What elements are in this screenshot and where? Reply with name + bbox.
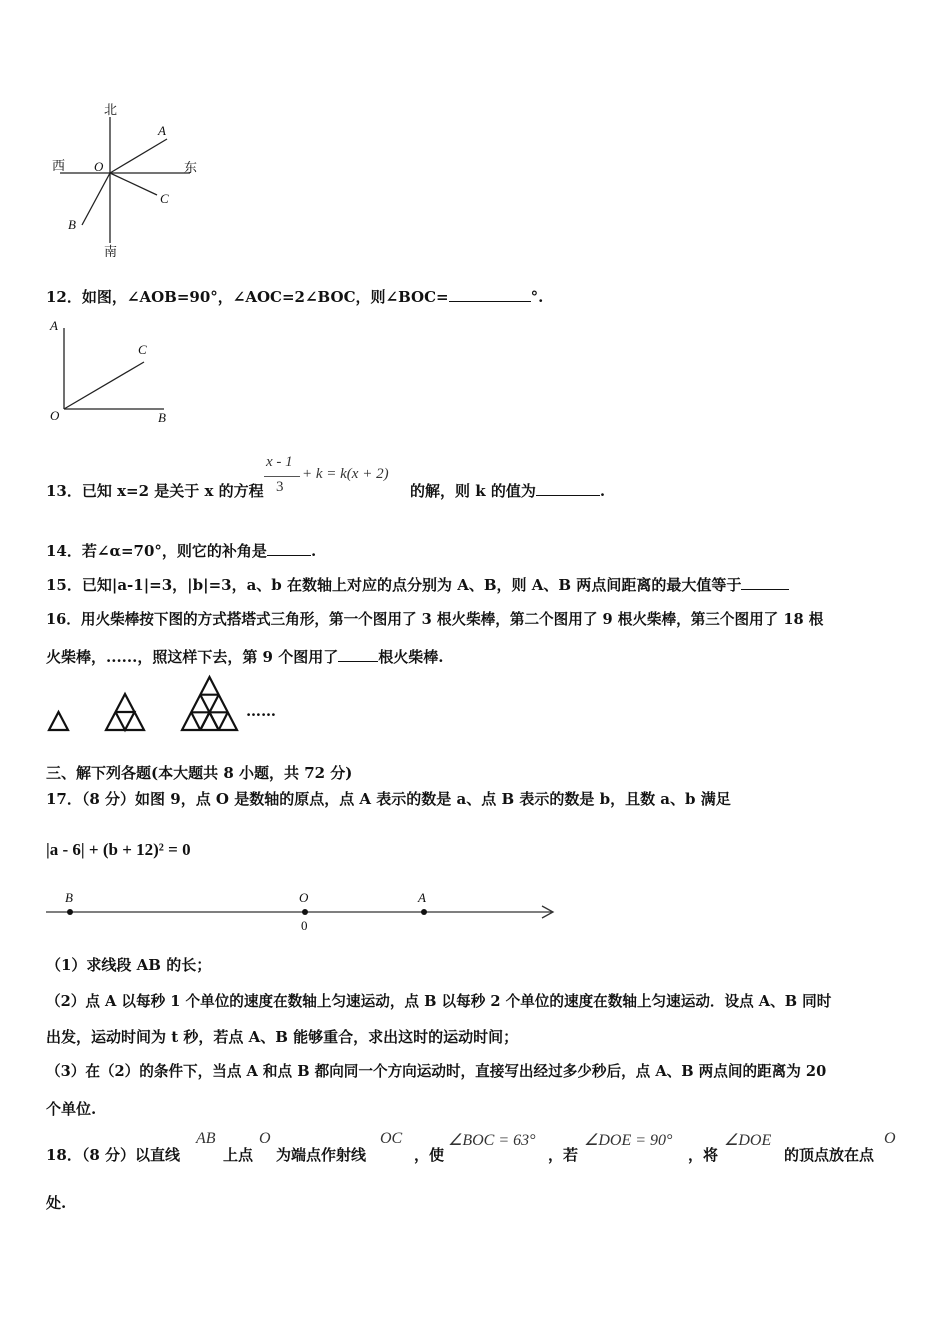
fig12-b-label: B xyxy=(158,410,166,425)
q14-text: 14．若∠α=70°，则它的补角是 xyxy=(46,542,267,560)
point-a-label: A xyxy=(158,123,166,138)
q18-t7: 的顶点放在点 xyxy=(784,1146,875,1164)
question-16-line2 xyxy=(46,646,443,667)
q17-equation: |a - 6| + (b + 12)² = 0 xyxy=(46,840,191,859)
q15-answer-blank[interactable] xyxy=(741,575,789,590)
fig12-o-label: O xyxy=(50,408,60,423)
q18-t1: 18．（8 分）以直线 xyxy=(46,1146,181,1164)
question-13 xyxy=(46,480,264,501)
q17-part-1: （1）求线段 AB 的长； xyxy=(46,956,212,974)
q17-part-2-line2: 出发，运动时间为 t 秒，若点 A、B 能够重合，求出这时的运动时间； xyxy=(46,1028,519,1046)
question-17-intro: 17．（8 分）如图 9，点 O 是数轴的原点，点 A 表示的数是 a、点 B 表示的数是 b，且数 a、b 满足 xyxy=(46,790,731,808)
fig12-c-label: C xyxy=(138,342,147,357)
q12-suffix: °. xyxy=(530,288,544,306)
point-o-label: O xyxy=(94,159,104,174)
q18-t6: ，将 xyxy=(688,1146,719,1164)
matchstick-triangles xyxy=(40,672,300,742)
q17-part-2-line1: （2）点 A 以每秒 1 个单位的速度在数轴上匀速运动，点 B 以每秒 2 个单位的速度在数轴上匀速运动．设点 A、B 同时 xyxy=(46,993,832,1010)
question-12 xyxy=(46,286,543,307)
q18-m3: OC xyxy=(380,1130,403,1147)
q12-answer-blank[interactable] xyxy=(449,287,531,302)
q18-t5: ，若 xyxy=(548,1146,579,1164)
q14-answer-blank[interactable] xyxy=(267,541,311,556)
q12-figure xyxy=(44,316,184,426)
q18-t3: 为端点作射线 xyxy=(276,1146,367,1164)
q18-m4: ∠BOC = 63° xyxy=(448,1132,536,1149)
question-18 xyxy=(46,1128,926,1168)
q13-rhs: + k = k(x + 2) xyxy=(302,466,389,482)
q13-prefix: 13．已知 x=2 是关于 x 的方程 xyxy=(46,482,264,500)
question-15 xyxy=(46,574,789,595)
q13-numerator: x - 1 xyxy=(266,454,293,470)
q18-m2: O xyxy=(259,1130,271,1147)
point-b-label: B xyxy=(68,217,76,232)
q18-t2: 上点 xyxy=(223,1146,254,1164)
compass-figure xyxy=(40,95,220,265)
point-c-label: C xyxy=(160,191,169,206)
nl-b-label: B xyxy=(65,890,73,905)
north-label: 北 xyxy=(104,103,118,118)
question-14 xyxy=(46,540,316,561)
q13-suffix: 的解，则 k 的值为 xyxy=(410,482,536,500)
nl-o-label: O xyxy=(299,890,309,905)
q13-denominator: 3 xyxy=(276,479,284,495)
q18-m5: ∠DOE = 90° xyxy=(584,1132,673,1149)
q14-end: . xyxy=(310,542,317,560)
q18-m7: O xyxy=(884,1130,896,1147)
q13-end: . xyxy=(599,482,606,500)
q17-number-line xyxy=(40,884,570,940)
q13-answer-blank[interactable] xyxy=(536,481,600,496)
fig12-a-label: A xyxy=(50,318,58,333)
q18-m6: ∠DOE xyxy=(724,1132,772,1149)
q17-part-3-line1: （3）在（2）的条件下，当点 A 和点 B 都向同一个方向运动时，直接写出经过多少秒后，点 A、B 两点间的距离为 20 xyxy=(46,1063,827,1080)
q18-t8: 处. xyxy=(46,1194,67,1212)
q17-part-3-line2: 个单位. xyxy=(46,1100,97,1118)
question-16-line1: 16．用火柴棒按下图的方式搭塔式三角形，第一个图用了 3 根火柴棒，第二个图用了 9 根火柴棒，第三个图用了 18 根 xyxy=(46,611,824,628)
fraction-bar xyxy=(264,476,300,477)
south-label: 南 xyxy=(104,245,118,260)
q18-t4: ，使 xyxy=(414,1146,445,1164)
section-3-title: 三、解下列各题(本大题共 8 小题，共 72 分) xyxy=(46,764,353,782)
west-label: 西 xyxy=(52,159,66,174)
q16-line2-a: 火柴棒，......，照这样下去，第 9 个图用了 xyxy=(46,648,339,666)
q16-answer-blank[interactable] xyxy=(338,647,378,662)
nl-zero-label: 0 xyxy=(301,918,308,933)
east-label: 东 xyxy=(184,161,198,176)
q18-m1: AB xyxy=(196,1130,216,1147)
compass-lines xyxy=(40,95,220,265)
q13-tail xyxy=(410,480,605,501)
nl-a-label: A xyxy=(418,890,426,905)
q12-text: 12．如图，∠AOB=90°，∠AOC=2∠BOC，则∠BOC= xyxy=(46,288,449,306)
q15-text: 15．已知|a-1|=3，|b|=3，a、b 在数轴上对应的点分别为 A、B，则 A、B 两点间距离的最大值等于 xyxy=(46,576,742,594)
q16-line2-b: 根火柴棒. xyxy=(378,648,444,666)
q13-equation xyxy=(262,452,412,502)
figures-ellipsis: …… xyxy=(246,702,276,720)
